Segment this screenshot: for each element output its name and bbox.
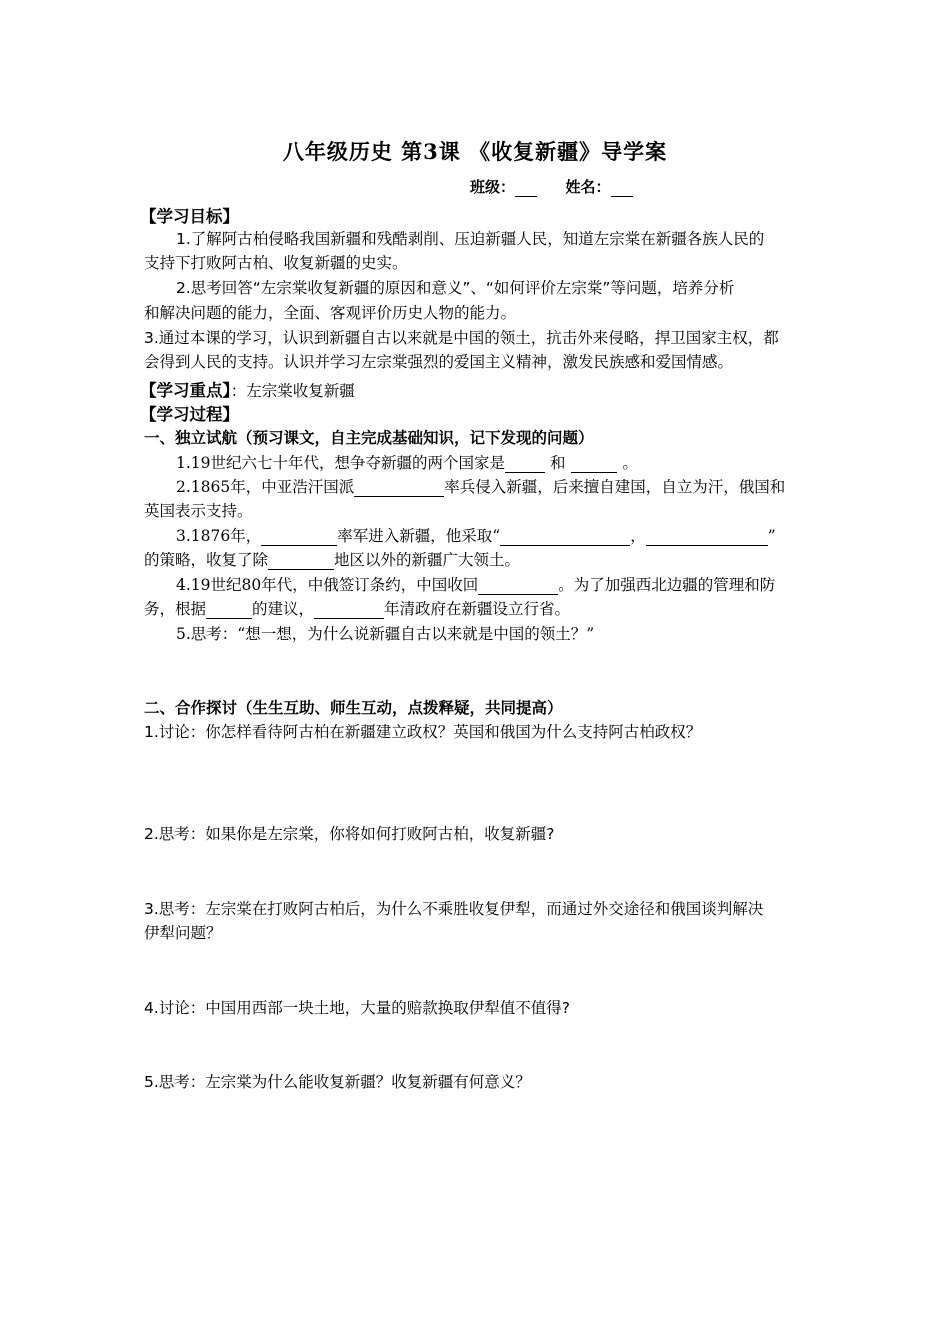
section-1-question-5: 5.思考：“想一想，为什么说新疆自古以来就是中国的领土？” (176, 625, 595, 643)
q2-text-a: 2.1865年，中亚浩汗国派 (176, 478, 355, 496)
q3-blank-4 (268, 553, 334, 570)
q1-text-c: 。 (622, 454, 638, 472)
key-points-heading (140, 377, 355, 401)
section-2-question-4: 4.讨论：中国用西部一块土地，大量的赔款换取伊犁值不值得? (144, 999, 571, 1017)
q4-line2-text-b: 的建议， (252, 600, 315, 618)
q2-text-b: 率兵侵入新疆，后来擅自建国，自立为汗，俄国和 (444, 478, 786, 496)
q4-blank-3 (314, 602, 384, 619)
class-label: 班级： (470, 178, 516, 196)
objective-1-line-2: 支持下打败阿古柏、收复新疆的史实。 (144, 254, 408, 272)
process-heading: 【学习过程】 (140, 405, 239, 424)
section-1-question-3-line-2 (144, 550, 520, 570)
section-1-question-4-line-2 (144, 599, 570, 619)
objective-1-line-1: 1.了解阿古柏侵略我国新疆和残酷剥削、压迫新疆人民，知道左宗棠在新疆各族人民的 (176, 230, 765, 248)
section-1-question-2-line-1 (176, 477, 785, 497)
section-2-question-3-line-1: 3.思考：左宗棠在打败阿古柏后，为什么不乘胜收复伊犁，而通过外交途径和俄国谈判解决 (144, 900, 764, 918)
q3-blank-1 (261, 529, 337, 546)
section-1-question-3-line-1 (176, 526, 776, 546)
q1-text-a: 1.19世纪六七十年代，想争夺新疆的两个国家是 (176, 454, 506, 472)
q4-line2-text-c: 年清政府在新疆设立行省。 (384, 600, 571, 618)
document-title: 八年级历史 第3课 《收复新疆》导学案 (282, 139, 668, 164)
q3-line2-text-a: 的策略，收复了除 (144, 551, 269, 569)
section-1-question-2-line-2: 英国表示支持。 (144, 502, 253, 520)
q3-text-c: ， (630, 527, 646, 545)
q3-blank-3 (646, 529, 768, 546)
q2-blank (354, 480, 444, 497)
key-points-title: 【学习重点】 (140, 381, 231, 400)
section-2-question-2: 2.思考：如果你是左宗棠，你将如何打败阿古柏，收复新疆? (144, 825, 555, 843)
name-blank (611, 180, 633, 197)
q3-text-b: 率军进入新疆，他采取“ (337, 527, 501, 545)
section-1-question-1 (176, 453, 638, 473)
section-2-heading: 二、合作探讨（生生互助、师生互动，点拨释疑，共同提高） (144, 699, 563, 717)
objective-2-line-1: 2.思考回答“左宗棠收复新疆的原因和意义”、“如何评价左宗棠”等问题，培养分析 (176, 279, 735, 297)
class-name-line (470, 176, 633, 197)
class-blank (515, 180, 537, 197)
q4-text-b: 。为了加强西北边疆的管理和防 (558, 576, 776, 594)
q3-text-a: 3.1876年， (176, 527, 262, 545)
section-2-question-1: 1.讨论：你怎样看待阿古柏在新疆建立政权？英国和俄国为什么支持阿古柏政权？ (144, 723, 702, 741)
objectives-heading: 【学习目标】 (140, 207, 239, 226)
q4-text-a: 4.19世纪80年代，中俄签订条约，中国收回 (176, 576, 479, 594)
section-2-question-3-line-2: 伊犁问题？ (144, 924, 222, 942)
q4-blank-1 (478, 578, 558, 595)
q1-blank-2 (571, 456, 617, 473)
name-label: 姓名： (565, 178, 611, 196)
q3-text-d: ” (767, 527, 776, 545)
q4-line2-text-a: 务，根据 (144, 600, 207, 618)
objective-3-line-2: 会得到人民的支持。认识并学习左宗棠强烈的爱国主义精神，激发民族感和爱国情感。 (144, 353, 734, 371)
section-1-question-4-line-1 (176, 575, 775, 595)
section-2-question-5: 5.思考：左宗棠为什么能收复新疆？收复新疆有何意义？ (144, 1073, 531, 1091)
q3-line2-text-b: 地区以外的新疆广大领土。 (334, 551, 521, 569)
key-points-text: ：左宗棠收复新疆 (230, 382, 355, 400)
q4-blank-2 (206, 602, 252, 619)
objective-3-line-1: 3.通过本课的学习，认识到新疆自古以来就是中国的领土，抗击外来侵略，捍卫国家主权，都 (144, 329, 779, 347)
objective-2-line-2: 和解决问题的能力，全面、客观评价历史人物的能力。 (144, 304, 517, 322)
q1-text-b: 和 (549, 454, 566, 472)
q1-blank-1 (505, 456, 545, 473)
q3-blank-2 (500, 529, 630, 546)
section-1-heading: 一、独立试航（预习课文，自主完成基础知识，记下发现的问题） (144, 429, 594, 447)
